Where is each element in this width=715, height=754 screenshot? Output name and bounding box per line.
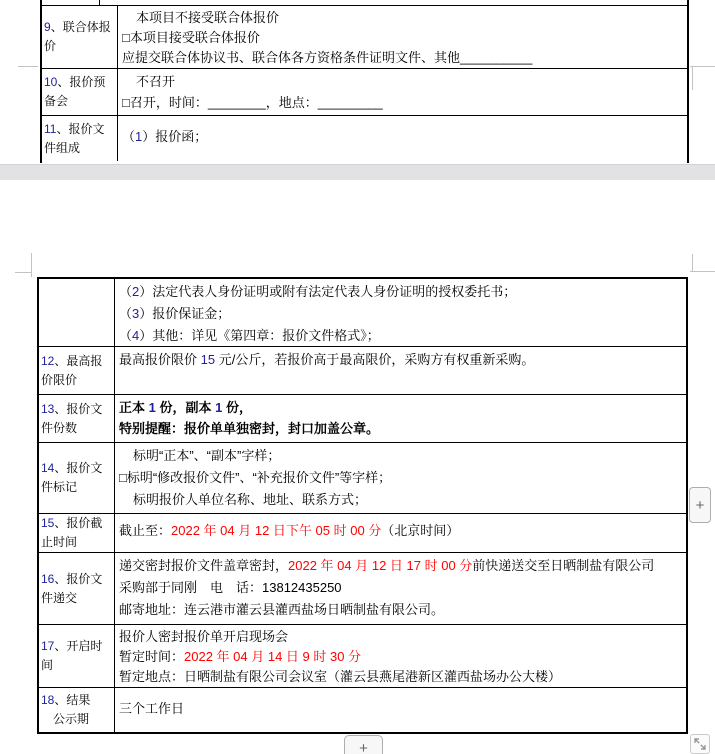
table-row-11 [42, 116, 687, 161]
text-line: 12、最高报 [41, 353, 103, 368]
text-boundary-mark [31, 253, 32, 277]
text-line: 采购部于同刚 电 话：13812435250 [119, 580, 342, 595]
row-9-content-cell[interactable] [118, 6, 687, 68]
text-line: 公示期 [53, 712, 90, 726]
row-15-label-cell[interactable] [39, 514, 115, 552]
row-18-label-cell[interactable] [39, 688, 115, 732]
table-row-11-continued [39, 279, 686, 347]
text-line: 件递交 [41, 590, 78, 605]
text-line: 标明“正本”、“副本”字样； [133, 448, 281, 463]
table-row-partial [42, 0, 687, 6]
info-table-page2 [37, 277, 688, 734]
text-line: 标明报价人单位名称、地址、联系方式； [133, 492, 368, 507]
plus-icon: + [359, 739, 368, 754]
table-row-13 [39, 395, 686, 443]
text-line: （3）报价保证金； [119, 306, 231, 321]
row-12-content-cell[interactable] [115, 347, 686, 394]
cell-divider [99, 0, 100, 6]
row-17-content-cell[interactable] [115, 625, 686, 687]
text-line: 邮寄地址：连云港市灌云县灌西盐场日晒制盐有限公司。 [119, 602, 445, 617]
text-line: 三个工作日 [119, 701, 185, 716]
text-line: 备会 [44, 94, 69, 108]
table-row-12 [39, 347, 686, 395]
row-16-label-cell[interactable] [39, 553, 115, 624]
row-12-label-cell[interactable] [39, 347, 115, 394]
row-13-label-cell[interactable] [39, 395, 115, 442]
text-line: 价 [44, 39, 57, 53]
text-line: 报价人密封报价单开启现场会 [119, 629, 289, 644]
row-13-content-cell[interactable] [115, 395, 686, 442]
text-line: 暂定地点：日晒制盐有限公司会议室（灌云县燕尾港新区灌西盐场办公大楼） [119, 669, 562, 684]
table-row-14 [39, 443, 686, 514]
table-resize-handle[interactable] [690, 734, 710, 754]
row-17-label-cell[interactable] [39, 625, 115, 687]
row-14-label-cell[interactable] [39, 443, 115, 513]
text-line: 18、结果 [41, 693, 91, 707]
text-line: 件标记 [41, 480, 78, 494]
text-line: 暂定时间：2022 年 04 月 14 日 9 时 30 分 [119, 649, 362, 664]
text-line: 价限价 [41, 372, 78, 387]
text-line: 16、报价文 [41, 571, 103, 586]
table-row-17 [39, 625, 686, 688]
text-line: 13、报价文 [41, 401, 103, 416]
text-line: 件份数 [41, 420, 78, 435]
table-row-18 [39, 688, 686, 732]
plus-icon: + [695, 496, 705, 514]
text-line: 特别提醒：报价单单独密封，封口加盖公章。 [119, 421, 380, 436]
row-11b-content-cell[interactable] [115, 279, 686, 346]
text-boundary-mark [692, 254, 693, 271]
text-boundary-mark [692, 66, 693, 90]
text-line: 11、报价文 [44, 121, 105, 136]
text-line: □本项目接受联合体报价 [122, 30, 260, 45]
text-line: 9、联合体报 [44, 20, 111, 34]
text-line: （2）法定代表人身份证明或附有法定代表人身份证明的授权委托书； [119, 284, 517, 299]
row-10-content-cell[interactable] [118, 69, 687, 115]
text-line: 件组成 [44, 140, 81, 155]
table-row-10 [42, 69, 687, 116]
text-line: 17、开启时 [41, 639, 103, 653]
text-line: □召开，时间：________，地点：_________ [122, 95, 383, 110]
info-table-page1 [40, 0, 689, 163]
insert-row-button[interactable] [344, 735, 383, 754]
page-gap [0, 164, 715, 180]
text-line: 截止至：2022 年 04 月 12 日下午 05 时 00 分（北京时间） [119, 523, 460, 538]
table-row-16 [39, 553, 686, 625]
text-line: 10、报价预 [44, 75, 106, 89]
text-line: 本项目不接受联合体报价 [136, 10, 280, 25]
row-10-label-cell[interactable] [42, 69, 118, 115]
row-14-content-cell[interactable] [115, 443, 686, 513]
text-line: 间 [41, 658, 54, 672]
table-row-9 [42, 6, 687, 69]
text-boundary-mark [18, 66, 38, 67]
resize-diagonal-icon [692, 736, 708, 752]
text-line: 止时间 [41, 535, 78, 549]
row-16-content-cell[interactable] [115, 553, 686, 624]
text-boundary-mark [690, 271, 715, 272]
text-line: 不召开 [136, 74, 176, 89]
table-row-15 [39, 514, 686, 553]
text-line: □标明“修改报价文件”、“补充报价文件”等字样； [119, 470, 392, 485]
text-line: 递交密封报价文件盖章密封，2022 年 04 月 12 日 17 时 00 分前快递送交至日晒制盐有限公司 [119, 558, 655, 573]
text-boundary-mark [15, 272, 31, 273]
row-11-label-cell[interactable] [42, 116, 118, 161]
text-line: 正本 1 份，副本 1 份， [119, 400, 252, 415]
text-line: 应提交联合体协议书、联合体各方资格条件证明文件、其他__________ [122, 50, 533, 65]
text-line: （4）其他：详见《第四章：报价文件格式》； [119, 328, 380, 343]
text-boundary-mark [690, 66, 715, 67]
insert-column-button[interactable] [689, 487, 711, 523]
text-line: 最高报价限价 15 元/公斤，若报价高于最高限价，采购方有权重新采购。 [119, 352, 535, 367]
text-line: 15、报价截 [41, 516, 103, 530]
row-18-content-cell[interactable] [115, 688, 686, 732]
text-line: （1）报价函； [122, 129, 208, 144]
row-9-label-cell[interactable] [42, 6, 118, 68]
row-11-content-cell[interactable] [118, 116, 687, 161]
row-11b-label-cell[interactable] [39, 279, 115, 346]
row-15-content-cell[interactable] [115, 514, 686, 552]
text-line: 14、报价文 [41, 461, 103, 475]
